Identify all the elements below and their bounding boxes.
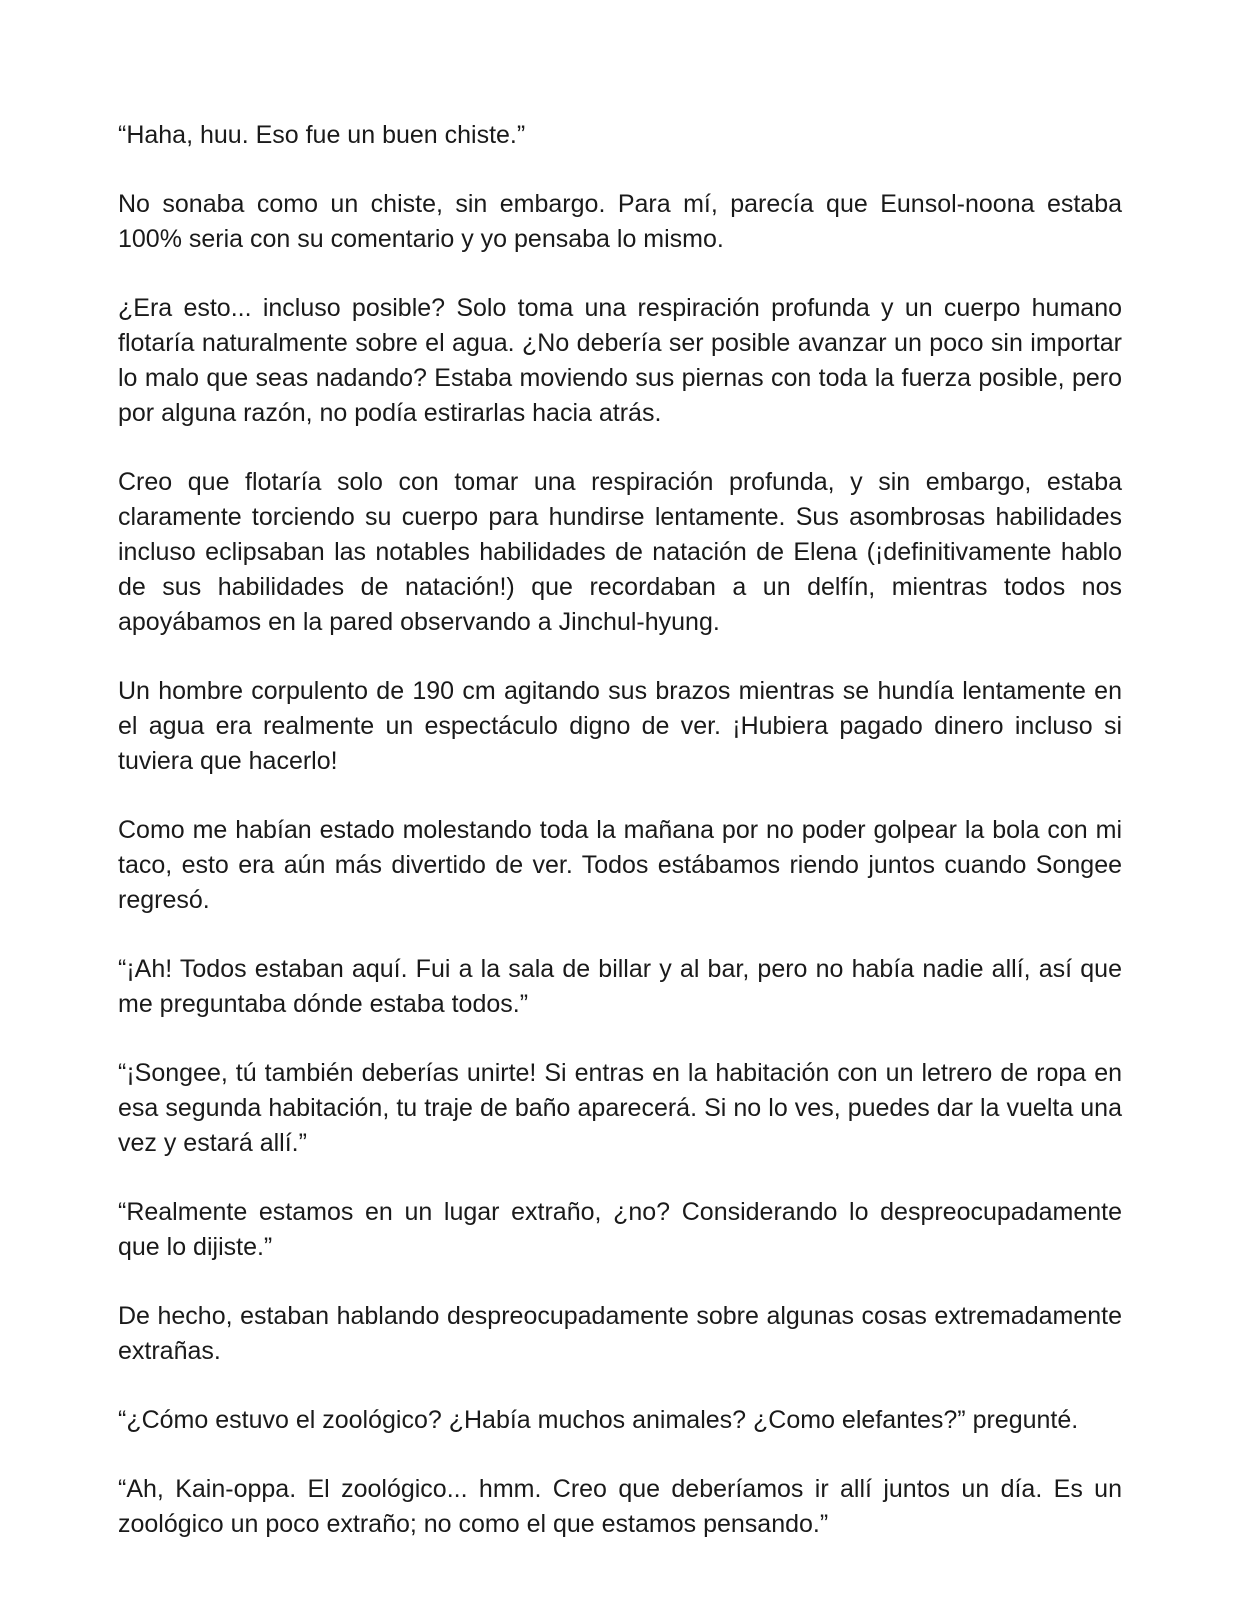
- paragraph: “¡Songee, tú también deberías unirte! Si entras en la habitación con un letrero de ropa en esa segunda habitación, tu traje de baño aparecerá. Si no lo ves, puedes dar la vuelta una vez y estará allí.”: [118, 1059, 1122, 1157]
- paragraph: De hecho, estaban hablando despreocupadamente sobre algunas cosas extremadamente extrañas.: [118, 1302, 1122, 1365]
- paragraph: “¡Ah! Todos estaban aquí. Fui a la sala de billar y al bar, pero no había nadie allí, así que me preguntaba dónde estaba todos.”: [118, 955, 1122, 1018]
- paragraph: Un hombre corpulento de 190 cm agitando sus brazos mientras se hundía lentamente en el agua era realmente un espectáculo digno de ver. ¡Hubiera pagado dinero incluso si tuviera que hacerlo!: [118, 677, 1122, 775]
- paragraph: No sonaba como un chiste, sin embargo. Para mí, parecía que Eunsol-noona estaba 100% seria con su comentario y yo pensaba lo mismo.: [118, 190, 1122, 253]
- paragraph: “Haha, huu. Eso fue un buen chiste.”: [118, 121, 526, 149]
- paragraph: “¿Cómo estuvo el zoológico? ¿Había muchos animales? ¿Como elefantes?” pregunté.: [118, 1406, 1079, 1434]
- paragraph: ¿Era esto... incluso posible? Solo toma una respiración profunda y un cuerpo humano flotaría naturalmente sobre el agua. ¿No debería ser posible avanzar un poco sin importar lo malo que seas nadando? Estaba moviendo sus piernas con toda la fuerza posible, pero por alguna razón, no podía estirarlas hacia atrás.: [118, 294, 1122, 427]
- paragraph: “Ah, Kain-oppa. El zoológico... hmm. Creo que deberíamos ir allí juntos un día. Es un zoológico un poco extraño; no como el que estamos pensando.”: [118, 1475, 1122, 1538]
- paragraph: Como me habían estado molestando toda la mañana por no poder golpear la bola con mi taco, esto era aún más divertido de ver. Todos estábamos riendo juntos cuando Songee regresó.: [118, 816, 1122, 914]
- document-body: [118, 118, 1122, 1576]
- paragraph: “Realmente estamos en un lugar extraño, ¿no? Considerando lo despreocupadamente que lo dijiste.”: [118, 1198, 1122, 1261]
- paragraph: Creo que flotaría solo con tomar una respiración profunda, y sin embargo, estaba claramente torciendo su cuerpo para hundirse lentamente. Sus asombrosas habilidades incluso eclipsaban las notables habilidades de natación de Elena (¡definitivamente hablo de sus habilidades de natación!) que recordaban a un delfín, mientras todos nos apoyábamos en la pared observando a Jinchul-hyung.: [118, 468, 1122, 636]
